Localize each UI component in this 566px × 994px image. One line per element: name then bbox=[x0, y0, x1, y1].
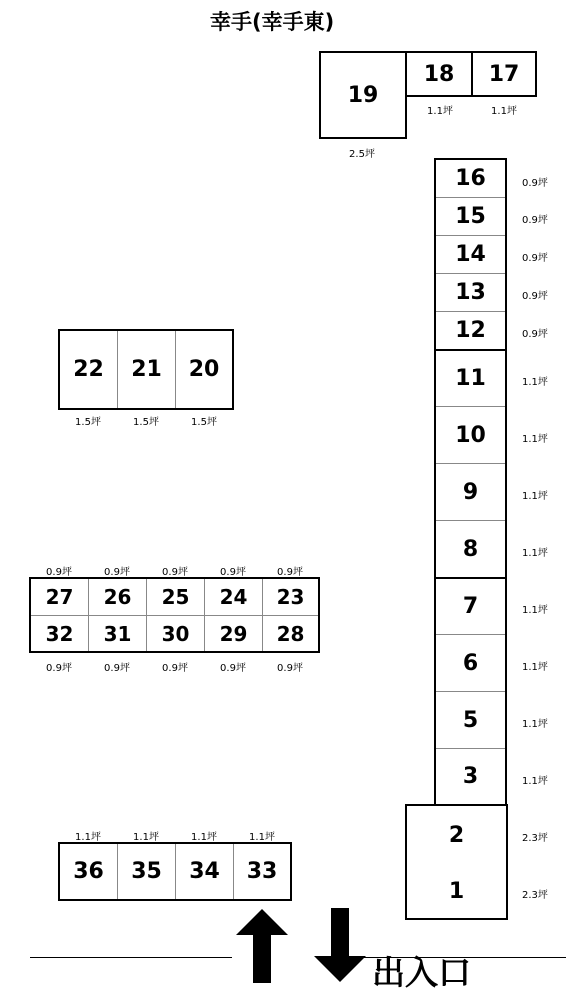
unit-13[interactable]: 13 bbox=[436, 274, 505, 312]
unit-11[interactable]: 11 bbox=[436, 351, 505, 407]
unit-29[interactable]: 29 bbox=[219, 621, 248, 646]
unit-24[interactable]: 24 bbox=[219, 585, 248, 609]
size-label-11: 1.1坪 bbox=[522, 377, 548, 388]
unit-28[interactable]: 28 bbox=[276, 621, 305, 646]
page-title: 幸手(幸手東) bbox=[210, 10, 335, 34]
unit-31[interactable]: 31 bbox=[103, 621, 132, 646]
size-label-35: 1.1坪 bbox=[133, 832, 159, 843]
road-line-left bbox=[30, 957, 232, 958]
size-label-5: 1.1坪 bbox=[522, 719, 548, 730]
unit-15[interactable]: 15 bbox=[436, 198, 505, 236]
size-label-16: 0.9坪 bbox=[522, 178, 548, 189]
unit-32[interactable]: 32 bbox=[45, 621, 74, 646]
size-label-19: 2.5坪 bbox=[349, 149, 375, 160]
unit-10[interactable]: 10 bbox=[436, 407, 505, 464]
down-arrow-icon bbox=[312, 907, 368, 984]
size-label-10: 1.1坪 bbox=[522, 434, 548, 445]
unit-23[interactable]: 23 bbox=[276, 585, 305, 609]
size-label-21: 1.5坪 bbox=[133, 417, 159, 428]
unit-21[interactable]: 21 bbox=[131, 357, 162, 382]
unit-26[interactable]: 26 bbox=[103, 585, 132, 609]
size-label-18: 1.1坪 bbox=[427, 106, 453, 117]
size-label-15: 0.9坪 bbox=[522, 215, 548, 226]
size-label-28: 0.9坪 bbox=[277, 663, 303, 674]
unit-18[interactable]: 18 bbox=[405, 51, 473, 97]
size-label-6: 1.1坪 bbox=[522, 662, 548, 673]
size-label-1: 2.3坪 bbox=[522, 890, 548, 901]
unit-35[interactable]: 35 bbox=[131, 859, 162, 884]
size-label-2: 2.3坪 bbox=[522, 833, 548, 844]
unit-14[interactable]: 14 bbox=[436, 236, 505, 274]
unit-5[interactable]: 5 bbox=[436, 692, 505, 749]
size-label-30: 0.9坪 bbox=[162, 663, 188, 674]
size-label-26: 0.9坪 bbox=[104, 567, 130, 578]
size-label-14: 0.9坪 bbox=[522, 253, 548, 264]
unit-33[interactable]: 33 bbox=[246, 859, 278, 884]
unit-27[interactable]: 27 bbox=[45, 585, 74, 609]
size-label-17: 1.1坪 bbox=[491, 106, 517, 117]
unit-17[interactable]: 17 bbox=[471, 51, 537, 97]
size-label-13: 0.9坪 bbox=[522, 291, 548, 302]
size-label-12: 0.9坪 bbox=[522, 329, 548, 340]
size-label-34: 1.1坪 bbox=[191, 832, 217, 843]
size-label-24: 0.9坪 bbox=[220, 567, 246, 578]
unit-6[interactable]: 6 bbox=[436, 635, 505, 692]
size-label-3: 1.1坪 bbox=[522, 776, 548, 787]
unit-25[interactable]: 25 bbox=[161, 585, 190, 609]
unit-2[interactable]: 2 bbox=[405, 804, 508, 865]
unit-16[interactable]: 16 bbox=[436, 160, 505, 198]
size-label-7: 1.1坪 bbox=[522, 605, 548, 616]
entrance-label: 出入口 bbox=[372, 953, 471, 992]
size-label-36: 1.1坪 bbox=[75, 832, 101, 843]
unit-36[interactable]: 36 bbox=[73, 859, 104, 884]
size-label-25: 0.9坪 bbox=[162, 567, 188, 578]
unit-34[interactable]: 34 bbox=[189, 859, 220, 884]
unit-30[interactable]: 30 bbox=[161, 621, 190, 646]
unit-22[interactable]: 22 bbox=[73, 357, 104, 382]
size-label-27: 0.9坪 bbox=[46, 567, 72, 578]
unit-1[interactable]: 1 bbox=[405, 864, 508, 920]
size-label-29: 0.9坪 bbox=[220, 663, 246, 674]
size-label-22: 1.5坪 bbox=[75, 417, 101, 428]
size-label-31: 0.9坪 bbox=[104, 663, 130, 674]
size-label-9: 1.1坪 bbox=[522, 491, 548, 502]
unit-12[interactable]: 12 bbox=[436, 312, 505, 349]
unit-19[interactable]: 19 bbox=[319, 51, 407, 139]
unit-20[interactable]: 20 bbox=[188, 357, 220, 382]
unit-3[interactable]: 3 bbox=[436, 749, 505, 804]
unit-9[interactable]: 9 bbox=[436, 464, 505, 521]
size-label-8: 1.1坪 bbox=[522, 548, 548, 559]
size-label-20: 1.5坪 bbox=[191, 417, 217, 428]
unit-8[interactable]: 8 bbox=[436, 521, 505, 577]
size-label-32: 0.9坪 bbox=[46, 663, 72, 674]
unit-7[interactable]: 7 bbox=[436, 579, 505, 635]
up-arrow-icon bbox=[234, 907, 290, 984]
size-label-33: 1.1坪 bbox=[249, 832, 275, 843]
size-label-23: 0.9坪 bbox=[277, 567, 303, 578]
